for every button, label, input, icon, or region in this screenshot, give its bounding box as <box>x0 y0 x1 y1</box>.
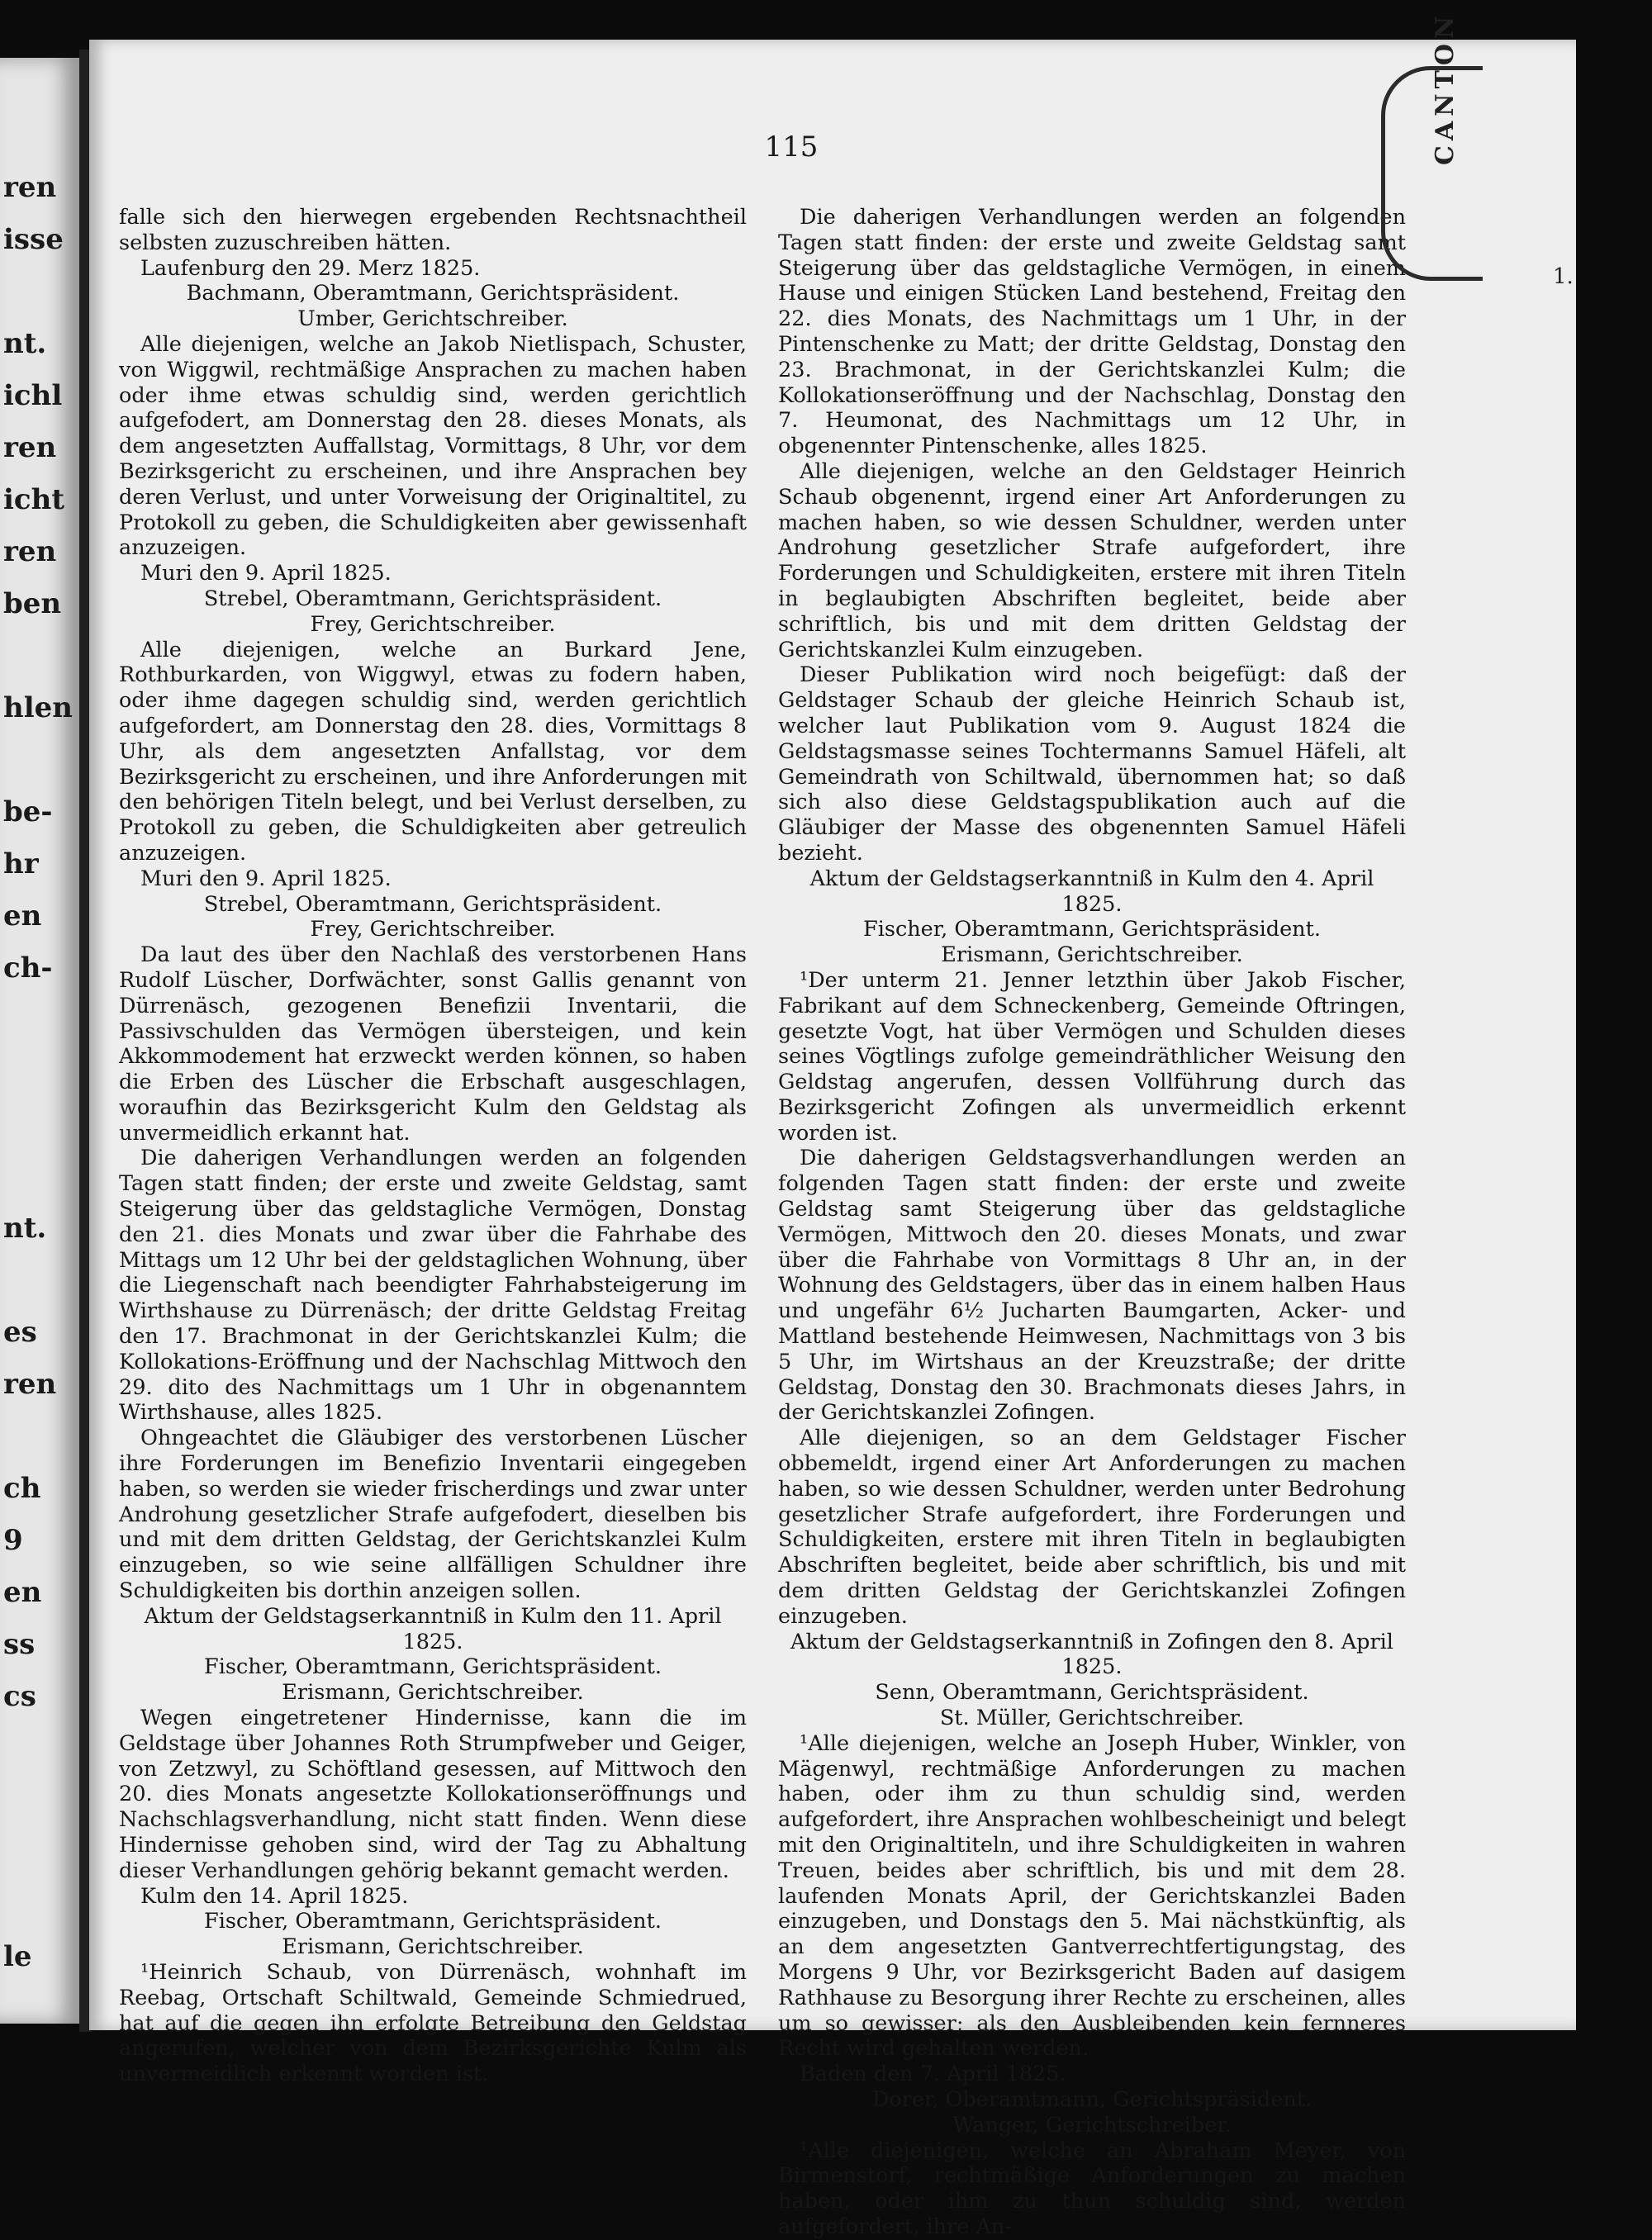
left-column <box>119 205 747 2087</box>
previous-page-text-fragment: cs <box>3 1680 36 1713</box>
previous-page-text-fragment: icht <box>3 483 65 516</box>
stamp-text: CANTON <box>1431 11 1460 165</box>
previous-page-text-fragment: ren <box>3 535 57 568</box>
signature-line: Aktum der Geldstagserkanntniß in Kulm den 4. April 1825. <box>809 866 1374 917</box>
stamp-number: 1. <box>1553 264 1574 289</box>
previous-page-text-fragment: ben <box>3 587 62 620</box>
text-paragraph: Alle diejenigen, welche an Jakob Nietlispach, Schuster, von Wiggwil, rechtmäßige Ansprachen zu machen haben oder ihme etwas schuldig sind, werden gerichtlich aufgefodert, am Donnerstag den 28. dieses Monats, als dem angesetzten Auffallstag, Vormittags, 8 Uhr, vor dem Bezirksgericht zu erscheinen, und ihre Ansprachen bey deren Verlust, und unter Vorweisung der Originaltitel, zu Protokoll zu geben, die Schuldigkeiten aber gewissenhaft anzuzeigen. <box>119 331 747 561</box>
signature-line: Fischer, Oberamtmann, Gerichtspräsident. <box>204 1654 662 1680</box>
signature-line: Aktum der Geldstagserkanntniß in Zofingen den 8. April 1825. <box>790 1629 1393 1680</box>
previous-page-text-fragment: hlen <box>3 691 73 724</box>
previous-page-edge <box>0 58 79 2024</box>
signature-line: Strebel, Oberamtmann, Gerichtspräsident. <box>203 891 662 917</box>
text-paragraph: Muri den 9. April 1825. <box>140 866 392 891</box>
signature-line: Frey, Gerichtschreiber. <box>310 611 556 637</box>
text-paragraph: Die daherigen Geldstagsverhandlungen werden an folgenden Tagen statt finden: der erste und zweite Geldstag samt Steigerung über das geldstagliche Vermögen, Mittwoch den 20. dieses Monats, und zwar über die Fahrhabe von Vormittags 8 Uhr an, in der Wohnung des Geldstagers, über das in einem halben Haus und ungefähr 6½ Jucharten Baumgarten, Acker- und Mattland bestehende Heimwesen, Nachmittags von 3 bis 5 Uhr, im Wirtshaus an der Kreuzstraße; der dritte Geldstag, Donstag den 30. Brachmonats dieses Jahrs, in der Gerichtskanzlei Zofingen. <box>778 1146 1406 1426</box>
text-paragraph: Ohngeachtet die Gläubiger des verstorbenen Lüscher ihre Forderungen im Benefizio Inventarii eingegeben haben, so werden sie wieder frischerdings und zwar unter Androhung gesetzlicher Strafe aufgefodert, dieselben bis und mit dem dritten Geldstag, der Gerichtskanzlei Kulm einzugeben, so wie seine allfälligen Schuldner ihre Schuldigkeiten bis dorthin anzeigen sollen. <box>119 1426 747 1604</box>
previous-page-text-fragment: hr <box>3 847 39 880</box>
text-paragraph: Muri den 9. April 1825. <box>140 561 392 586</box>
signature-line: Umber, Gerichtschreiber. <box>297 306 568 332</box>
signature-line: Dorer, Oberamtmann, Gerichtspräsident. <box>871 2086 1313 2112</box>
text-paragraph: Wegen eingetretener Hindernisse, kann die im Geldstage über Johannes Roth Strumpfweber und Geiger, von Zetzwyl, zu Schöftland gesessen, auf Mittwoch den 20. dies Monats angesetzte Kollokationseröffnungs und Nachschlagsverhandlung, nicht statt finden. Wenn diese Hindernisse gehoben sind, wird der Tag zu Abhaltung dieser Verhandlungen gehörig bekannt gemacht werden. <box>119 1706 747 1883</box>
text-paragraph: ¹Alle diejenigen, welche an Abraham Meyer, von Birmenstorf, rechtmäßige Anforderungen zu machen haben, oder ihm zu thun schuldig sind, werden aufgefordert, ihre An- <box>778 2138 1406 2239</box>
signature-line: Wanger, Gerichtschreiber. <box>952 2112 1232 2138</box>
previous-page-text-fragment: ren <box>3 431 57 464</box>
signature-line: Erismann, Gerichtschreiber. <box>282 1680 584 1706</box>
previous-page-text-fragment: es <box>3 1316 37 1349</box>
text-paragraph: Alle diejenigen, welche an den Geldstager Heinrich Schaub obgenennt, irgend einer Art Anforderungen zu machen haben, so wie dessen Schuldner, werden unter Androhung gesetzlicher Strafe aufgefordert, ihre Forderungen und Schuldigkeiten, erstere mit ihren Titeln in beglaubigten Abschriften begleitet, beide aber schriftlich, bis und mit dem dritten Geldstag der Gerichtskanzlei Kulm einzugeben. <box>778 458 1406 662</box>
signature-line: Erismann, Gerichtschreiber. <box>282 1934 584 1960</box>
previous-page-text-fragment: ichl <box>3 379 63 412</box>
signature-line: St. Müller, Gerichtschreiber. <box>939 1706 1245 1731</box>
previous-page-text-fragment: be- <box>3 795 53 828</box>
signature-line: Fischer, Oberamtmann, Gerichtspräsident. <box>863 917 1321 942</box>
previous-page-text-fragment: ren <box>3 1368 57 1401</box>
text-paragraph: Kulm den 14. April 1825. <box>140 1883 409 1909</box>
text-paragraph: Alle diejenigen, welche an Burkard Jene, Rothburkarden, von Wiggwyl, etwas zu fodern haben, oder ihme dagegen schuldig sind, werden gerichtlich aufgefordert, am Donnerstag den 28. dies, Vormittags 8 Uhr, als dem angesetzten Anfallstag, vor dem Bezirksgericht zu erscheinen, und ihre Anforderungen mit den behörigen Titeln belegt, und bei Verlust derselben, zu Protokoll zu geben, die Schuldigkeiten aber getreulich anzuzeigen. <box>119 637 747 866</box>
signature-line: Senn, Oberamtmann, Gerichtspräsident. <box>875 1680 1309 1706</box>
document-page <box>89 40 1576 2239</box>
previous-page-text-fragment: nt. <box>3 327 47 360</box>
right-column <box>778 205 1406 2240</box>
previous-page-text-fragment: en <box>3 1576 42 1609</box>
text-paragraph: Laufenburg den 29. Merz 1825. <box>140 255 481 281</box>
page-number: 115 <box>764 131 819 164</box>
previous-page-text-fragment: ch <box>3 1472 41 1505</box>
previous-page-text-fragment: ss <box>3 1628 36 1661</box>
previous-page-text-fragment: ch- <box>3 952 53 985</box>
previous-page-text-fragment: le <box>3 1940 32 1973</box>
signature-line: Erismann, Gerichtschreiber. <box>941 942 1243 968</box>
previous-page-text-fragment: ren <box>3 171 57 204</box>
text-paragraph: Die daherigen Verhandlungen werden an folgenden Tagen statt finden; der erste und zweite Geldstag, samt Steigerung über das geldstagliche Vermögen, Donstag den 21. dies Monats und zwar über die Fahrhabe des Mittags um 12 Uhr bei der geldstaglichen Wohnung, über die Liegenschaft nach beendigter Fahrhabsteigerung im Wirthshause zu Dürrenäsch; der dritte Geldstag Freitag den 17. Brachmonat in der Gerichtskanzlei Kulm; die Kollokations-Eröffnung und der Nachschlag Mittwoch den 29. dito des Nachmittags um 1 Uhr in obgenanntem Wirthshause, alles 1825. <box>119 1146 747 1426</box>
text-paragraph: Baden den 7. April 1825. <box>800 2062 1066 2087</box>
text-paragraph: Die daherigen Verhandlungen werden an folgenden Tagen statt finden: der erste und zweite Geldstag samt Steigerung über das geldstagliche Vermögen, in einem Hause und einigen Stücken Land bestehend, Freitag den 22. dies Monats, des Nachmittags um 1 Uhr, in der Pintenschenke zu Matt; der dritte Geldstag, Donstag den 23. Brachmonat, in der Gerichtskanzlei Kulm; die Kollokationseröffnung und der Nachschlag, Donstag den 7. Heumonat, des Nachmittags um 12 Uhr, in obgenennter Pintenschenke, alles 1825. <box>778 205 1406 459</box>
previous-page-text-fragment: en <box>3 899 42 933</box>
signature-line: Fischer, Oberamtmann, Gerichtspräsident. <box>204 1909 662 1934</box>
text-paragraph: falle sich den hierwegen ergebenden Rechtsnachtheil selbsten zuzuschreiben hätten. <box>119 205 747 255</box>
text-paragraph: Dieser Publikation wird noch beigefügt: daß der Geldstager Schaub der gleiche Heinrich Schaub ist, welcher laut Publikation vom 9. August 1824 die Geldstagsmasse seines Tochtermanns Samuel Häfeli, alt Gemeindrath von Schiltwald, übernommen hat; so daß sich also diese Geldstagspublikation auch auf die Gläubiger der Masse des obgenennten Samuel Häfeli bezieht. <box>778 662 1406 866</box>
previous-page-text-fragment: nt. <box>3 1212 47 1245</box>
previous-page-text-fragment: isse <box>3 223 64 256</box>
text-paragraph: ¹Heinrich Schaub, von Dürrenäsch, wohnhaft im Reebag, Ortschaft Schiltwald, Gemeinde Schmiedrued, hat auf die gegen ihn erfolgte Betreibung den Geldstag angerufen, welcher von dem Bezirksgerichte Kulm als unvermeidlich erkennt worden ist. <box>119 1959 747 2087</box>
signature-line: Bachmann, Oberamtmann, Gerichtspräsident. <box>186 281 680 306</box>
text-paragraph: ¹Alle diejenigen, welche an Joseph Huber, Winkler, von Mägenwyl, rechtmäßige Anforderungen zu machen haben, oder ihm zu thun schuldig sind, werden aufgefordert, ihre Ansprachen wohlbescheinigt und belegt mit den Originaltiteln, und ihre Schuldigkeiten in wahren Treuen, beides aber schriftlich, bis und mit dem 28. laufenden Monats April, der Gerichtskanzlei Baden einzugeben, und Donstags den 5. Mai nächstkünftig, als an dem angesetzten Gantverrechtfertigungstag, des Morgens 9 Uhr, vor Bezirksgericht Baden auf dasigem Rathhause zu Besorgung ihrer Rechte zu erscheinen, alles um so gewisser; als den Ausbleibenden kein fernneres Recht wird gehalten werden. <box>778 1730 1406 2062</box>
signature-line: Frey, Gerichtschreiber. <box>310 917 556 942</box>
text-paragraph: Da laut des über den Nachlaß des verstorbenen Hans Rudolf Lüscher, Dorfwächter, sonst Gallis genannt von Dürrenäsch, gezogenen Benefizii Inventarii, die Passivschulden das Vermögen übersteigen, und kein Akkommodement hat erzweckt werden können, so haben die Erben des Lüscher die Erbschaft ausgeschlagen, woraufhin das Bezirksgericht Kulm den Geldstag als unvermeidlich erkannt hat. <box>119 942 747 1146</box>
previous-page-text-fragment: 9 <box>3 1524 23 1557</box>
signature-line: Aktum der Geldstagserkanntniß in Kulm den 11. April 1825. <box>144 1603 722 1654</box>
text-paragraph: Alle diejenigen, so an dem Geldstager Fischer obbemeldt, irgend einer Art Anforderungen zu machen haben, so wie dessen Schuldner, werden unter Bedrohung gesetzlicher Strafe aufgefordert, ihre Forderungen und Schuldigkeiten, erstere mit ihren Titeln in beglaubigten Abschriften begleitet, beide aber schriftlich, bis und mit dem dritten Geldstag der Gerichtskanzlei Zofingen einzugeben. <box>778 1426 1406 1629</box>
text-paragraph: ¹Der unterm 21. Jenner letzthin über Jakob Fischer, Fabrikant auf dem Schneckenberg, Gemeinde Oftringen, gesetzte Vogt, hat über Vermögen und Schulden dieses seines Vögtlings zufolge gemeindräthlicher Weisung den Geldstag angerufen, dessen Vollführung durch das Bezirksgericht Zofingen als unvermeidlich erkennt worden ist. <box>778 967 1406 1146</box>
signature-line: Strebel, Oberamtmann, Gerichtspräsident. <box>203 586 662 611</box>
